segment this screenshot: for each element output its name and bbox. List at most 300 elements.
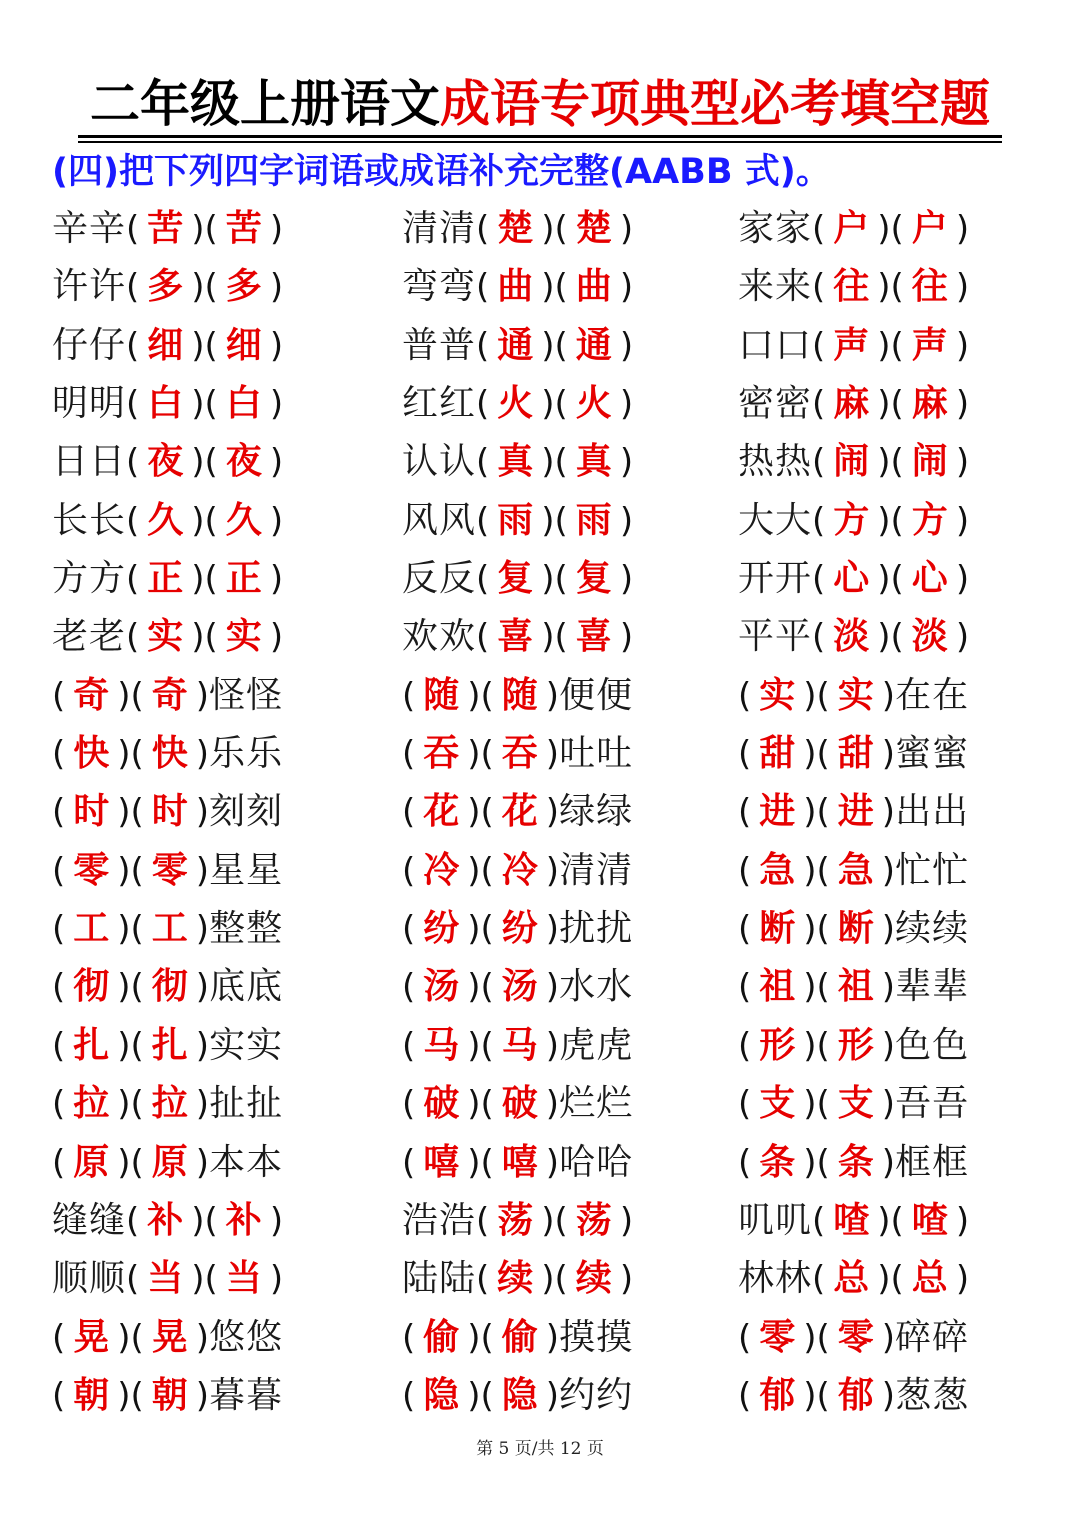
open-paren: ( (130, 850, 144, 891)
open-paren: ( (476, 325, 490, 366)
answer-char: 荡 (497, 1199, 534, 1241)
open-paren: ( (812, 1259, 826, 1300)
idiom-item (738, 1309, 969, 1367)
idiom-prefix: 陆陆 (402, 1258, 477, 1300)
idiom-item (402, 200, 633, 258)
idiom-item (402, 375, 633, 433)
close-paren: ) (619, 442, 634, 483)
page-title (78, 66, 1002, 142)
idiom-suffix: 水水 (559, 966, 634, 1008)
answer-char: 复 (497, 558, 534, 600)
open-paren: ( (812, 617, 826, 658)
answer-char: 曲 (575, 266, 612, 308)
answer-char: 随 (501, 674, 538, 716)
close-paren: ) (877, 1200, 891, 1241)
open-paren: ( (476, 1259, 490, 1300)
close-paren: ) (191, 617, 205, 658)
open-paren: ( (890, 209, 904, 249)
open-paren: ( (738, 909, 752, 950)
answer-char: 喳 (911, 1199, 948, 1241)
answer-char: 喜 (575, 616, 612, 658)
idiom-item (402, 317, 633, 375)
close-paren: ) (619, 384, 634, 425)
idiom-suffix: 扰扰 (559, 908, 634, 950)
answer-char: 零 (759, 1316, 796, 1358)
answer-char: 甜 (759, 733, 796, 775)
idiom-prefix: 辛辛 (52, 208, 127, 249)
idiom-item (52, 900, 283, 958)
close-paren: ) (541, 442, 555, 483)
answer-char: 白 (225, 383, 262, 425)
idiom-suffix: 蜜蜜 (895, 733, 970, 775)
answer-char: 楚 (575, 208, 612, 249)
open-paren: ( (554, 384, 568, 425)
page-title-black: 二年级上册语文 (90, 75, 440, 133)
answer-char: 喜 (497, 616, 534, 658)
idiom-prefix: 长长 (52, 499, 127, 541)
open-paren: ( (204, 267, 218, 308)
answer-char: 雨 (497, 499, 534, 541)
close-paren: ) (191, 500, 205, 541)
idiom-prefix: 日日 (52, 441, 127, 483)
close-paren: ) (269, 325, 284, 366)
close-paren: ) (269, 1259, 284, 1300)
close-paren: ) (881, 967, 896, 1008)
idiom-prefix: 清清 (402, 208, 477, 249)
idiom-prefix: 家家 (738, 208, 813, 249)
open-paren: ( (204, 384, 218, 425)
open-paren: ( (130, 1142, 144, 1183)
idiom-item (738, 958, 969, 1016)
answer-char: 破 (423, 1083, 460, 1125)
idiom-prefix: 老老 (52, 616, 127, 658)
idiom-item (52, 842, 283, 900)
idiom-suffix: 辈辈 (895, 966, 970, 1008)
open-paren: ( (130, 792, 144, 833)
idiom-prefix: 来来 (738, 266, 813, 308)
answer-char: 甜 (837, 733, 874, 775)
answer-char: 火 (497, 383, 534, 425)
close-paren: ) (545, 1375, 560, 1416)
answer-char: 总 (911, 1258, 948, 1300)
open-paren: ( (402, 1375, 416, 1416)
open-paren: ( (52, 967, 66, 1008)
open-paren: ( (476, 617, 490, 658)
close-paren: ) (195, 792, 210, 833)
answer-char: 正 (147, 558, 184, 600)
idiom-prefix: 缝缝 (52, 1199, 127, 1241)
answer-char: 形 (759, 1024, 796, 1066)
open-paren: ( (476, 442, 490, 483)
answer-char: 户 (833, 208, 870, 249)
idiom-item (738, 842, 969, 900)
idiom-item (52, 1309, 283, 1367)
open-paren: ( (126, 325, 140, 366)
answer-char: 吞 (423, 733, 460, 775)
open-paren: ( (204, 559, 218, 600)
open-paren: ( (812, 1200, 826, 1241)
exercise-row (50, 725, 1040, 783)
answer-char: 破 (501, 1083, 538, 1125)
idiom-suffix: 星星 (209, 849, 284, 891)
exercise-row (50, 375, 1040, 433)
answer-char: 复 (575, 558, 612, 600)
answer-char: 奇 (73, 674, 110, 716)
idiom-suffix: 本本 (209, 1141, 284, 1183)
idiom-item (402, 725, 633, 783)
open-paren: ( (126, 442, 140, 483)
idiom-item (52, 667, 283, 725)
close-paren: ) (619, 1200, 634, 1241)
exercise-row (50, 900, 1040, 958)
open-paren: ( (480, 1084, 494, 1125)
open-paren: ( (890, 1200, 904, 1241)
idiom-suffix: 扯扯 (209, 1083, 284, 1125)
answer-char: 汤 (423, 966, 460, 1008)
idiom-item (738, 783, 969, 841)
answer-char: 曲 (497, 266, 534, 308)
idiom-item (402, 550, 633, 608)
close-paren: ) (195, 967, 210, 1008)
close-paren: ) (545, 792, 560, 833)
exercise-row (50, 958, 1040, 1016)
answer-char: 偷 (423, 1316, 460, 1358)
answer-char: 麻 (833, 383, 870, 425)
close-paren: ) (541, 1259, 555, 1300)
answer-char: 进 (837, 791, 874, 833)
idiom-item (402, 1309, 633, 1367)
close-paren: ) (877, 1259, 891, 1300)
idiom-suffix: 实实 (209, 1024, 284, 1066)
answer-char: 苦 (225, 208, 262, 249)
open-paren: ( (738, 1375, 752, 1416)
answer-char: 喳 (833, 1199, 870, 1241)
close-paren: ) (803, 792, 817, 833)
page-number: 第 5 页/共 12 页 (476, 1439, 604, 1459)
close-paren: ) (117, 1317, 131, 1358)
close-paren: ) (803, 1375, 817, 1416)
open-paren: ( (130, 967, 144, 1008)
close-paren: ) (541, 384, 555, 425)
idiom-suffix: 葱葱 (895, 1374, 970, 1416)
idiom-item (52, 1192, 283, 1250)
idiom-item (402, 1134, 633, 1192)
open-paren: ( (816, 1142, 830, 1183)
open-paren: ( (554, 267, 568, 308)
idiom-suffix: 吾吾 (895, 1083, 970, 1125)
close-paren: ) (545, 967, 560, 1008)
page-title-red: 成语专项典型必考填空题 (440, 75, 990, 133)
answer-char: 纷 (423, 908, 460, 950)
open-paren: ( (52, 792, 66, 833)
open-paren: ( (812, 267, 826, 308)
idiom-item (52, 258, 283, 316)
exercise-row (50, 1367, 1040, 1425)
answer-char: 心 (911, 558, 948, 600)
answer-char: 实 (147, 616, 184, 658)
open-paren: ( (738, 967, 752, 1008)
open-paren: ( (890, 617, 904, 658)
answer-char: 当 (225, 1258, 262, 1300)
close-paren: ) (881, 1084, 896, 1125)
close-paren: ) (541, 267, 555, 308)
idiom-item (402, 783, 633, 841)
answer-char: 火 (575, 383, 612, 425)
open-paren: ( (816, 734, 830, 775)
close-paren: ) (803, 967, 817, 1008)
close-paren: ) (467, 1142, 481, 1183)
idiom-suffix: 悠悠 (209, 1316, 284, 1358)
close-paren: ) (269, 500, 284, 541)
open-paren: ( (812, 209, 826, 249)
close-paren: ) (877, 384, 891, 425)
exercise-row (50, 1309, 1040, 1367)
answer-char: 续 (497, 1258, 534, 1300)
close-paren: ) (467, 967, 481, 1008)
idiom-prefix: 叽叽 (738, 1199, 813, 1241)
close-paren: ) (191, 267, 205, 308)
answer-char: 祖 (837, 966, 874, 1008)
close-paren: ) (881, 1317, 896, 1358)
open-paren: ( (130, 909, 144, 950)
answer-char: 嘻 (501, 1141, 538, 1183)
open-paren: ( (554, 559, 568, 600)
open-paren: ( (816, 967, 830, 1008)
answer-char: 久 (225, 499, 262, 541)
open-paren: ( (126, 1259, 140, 1300)
close-paren: ) (541, 559, 555, 600)
idiom-suffix: 吐吐 (559, 733, 634, 775)
answer-char: 断 (837, 908, 874, 950)
close-paren: ) (195, 1375, 210, 1416)
close-paren: ) (269, 442, 284, 483)
close-paren: ) (195, 1317, 210, 1358)
answer-char: 户 (911, 208, 948, 249)
idiom-suffix: 出出 (895, 791, 970, 833)
open-paren: ( (402, 1084, 416, 1125)
close-paren: ) (545, 850, 560, 891)
idiom-item (738, 1134, 969, 1192)
open-paren: ( (738, 1142, 752, 1183)
answer-char: 随 (423, 674, 460, 716)
close-paren: ) (881, 909, 896, 950)
answer-char: 工 (151, 908, 188, 950)
answer-char: 正 (225, 558, 262, 600)
idiom-item (738, 317, 969, 375)
answer-char: 彻 (73, 966, 110, 1008)
answer-char: 实 (759, 674, 796, 716)
answer-char: 工 (73, 908, 110, 950)
open-paren: ( (738, 792, 752, 833)
open-paren: ( (812, 559, 826, 600)
close-paren: ) (619, 500, 634, 541)
idiom-suffix: 刻刻 (209, 791, 284, 833)
open-paren: ( (480, 675, 494, 716)
answer-char: 快 (151, 733, 188, 775)
answer-char: 形 (837, 1024, 874, 1066)
answer-char: 楚 (497, 208, 534, 249)
idiom-suffix: 在在 (895, 674, 970, 716)
open-paren: ( (204, 500, 218, 541)
close-paren: ) (467, 792, 481, 833)
idiom-item (738, 550, 969, 608)
answer-char: 急 (759, 849, 796, 891)
open-paren: ( (480, 1375, 494, 1416)
idiom-item (402, 492, 633, 550)
idiom-item (402, 1075, 633, 1133)
idiom-item (52, 1075, 283, 1133)
idiom-item (402, 1367, 633, 1425)
close-paren: ) (117, 1025, 131, 1066)
close-paren: ) (541, 325, 555, 366)
close-paren: ) (803, 850, 817, 891)
close-paren: ) (803, 1317, 817, 1358)
close-paren: ) (881, 850, 896, 891)
idiom-item (402, 900, 633, 958)
close-paren: ) (269, 1200, 284, 1241)
answer-char: 多 (147, 266, 184, 308)
close-paren: ) (195, 675, 210, 716)
idiom-prefix: 顺顺 (52, 1258, 127, 1300)
open-paren: ( (554, 325, 568, 366)
close-paren: ) (195, 1025, 210, 1066)
open-paren: ( (402, 1142, 416, 1183)
exercise-row (50, 783, 1040, 841)
close-paren: ) (545, 1317, 560, 1358)
open-paren: ( (738, 1084, 752, 1125)
open-paren: ( (126, 1200, 140, 1241)
close-paren: ) (955, 1259, 970, 1300)
close-paren: ) (467, 1084, 481, 1125)
close-paren: ) (269, 267, 284, 308)
open-paren: ( (52, 1142, 66, 1183)
idiom-prefix: 反反 (402, 558, 477, 600)
close-paren: ) (877, 617, 891, 658)
open-paren: ( (812, 500, 826, 541)
answer-char: 多 (225, 266, 262, 308)
answer-char: 实 (225, 616, 262, 658)
open-paren: ( (204, 209, 218, 249)
answer-char: 支 (837, 1083, 874, 1125)
open-paren: ( (52, 1317, 66, 1358)
close-paren: ) (545, 675, 560, 716)
answer-char: 方 (833, 499, 870, 541)
open-paren: ( (816, 1084, 830, 1125)
answer-char: 马 (423, 1024, 460, 1066)
answer-char: 偷 (501, 1316, 538, 1358)
open-paren: ( (480, 967, 494, 1008)
close-paren: ) (955, 267, 970, 308)
close-paren: ) (117, 1084, 131, 1125)
close-paren: ) (881, 675, 896, 716)
answer-char: 冷 (423, 849, 460, 891)
close-paren: ) (541, 617, 555, 658)
answer-char: 条 (759, 1141, 796, 1183)
answer-char: 方 (911, 499, 948, 541)
answer-char: 真 (497, 441, 534, 483)
answer-char: 原 (73, 1141, 110, 1183)
open-paren: ( (480, 1025, 494, 1066)
close-paren: ) (955, 1200, 970, 1241)
answer-char: 条 (837, 1141, 874, 1183)
open-paren: ( (52, 675, 66, 716)
answer-char: 往 (911, 266, 948, 308)
close-paren: ) (117, 850, 131, 891)
close-paren: ) (877, 209, 891, 249)
idiom-suffix: 哈哈 (559, 1141, 634, 1183)
idiom-suffix: 色色 (895, 1024, 970, 1066)
close-paren: ) (881, 734, 896, 775)
close-paren: ) (117, 1142, 131, 1183)
open-paren: ( (476, 209, 490, 249)
open-paren: ( (130, 1025, 144, 1066)
answer-char: 马 (501, 1024, 538, 1066)
close-paren: ) (467, 675, 481, 716)
answer-char: 声 (833, 324, 870, 366)
idiom-suffix: 绿绿 (559, 791, 634, 833)
open-paren: ( (738, 734, 752, 775)
idiom-suffix: 烂烂 (559, 1083, 634, 1125)
open-paren: ( (816, 909, 830, 950)
answer-char: 总 (833, 1258, 870, 1300)
idiom-item (738, 1250, 969, 1308)
answer-char: 祖 (759, 966, 796, 1008)
open-paren: ( (812, 442, 826, 483)
answer-char: 扎 (73, 1024, 110, 1066)
open-paren: ( (126, 209, 140, 249)
open-paren: ( (890, 442, 904, 483)
close-paren: ) (117, 675, 131, 716)
close-paren: ) (881, 1142, 896, 1183)
answer-char: 扎 (151, 1024, 188, 1066)
close-paren: ) (467, 909, 481, 950)
open-paren: ( (812, 384, 826, 425)
open-paren: ( (52, 850, 66, 891)
answer-char: 夜 (147, 441, 184, 483)
open-paren: ( (816, 792, 830, 833)
answer-char: 晃 (73, 1316, 110, 1358)
answer-char: 通 (575, 324, 612, 366)
idiom-prefix: 明明 (52, 383, 127, 425)
answer-char: 往 (833, 266, 870, 308)
idiom-prefix: 普普 (402, 324, 477, 366)
idiom-suffix: 乐乐 (209, 733, 284, 775)
idiom-suffix: 虎虎 (559, 1024, 634, 1066)
idiom-prefix: 认认 (402, 441, 477, 483)
idiom-item (402, 1192, 633, 1250)
answer-char: 补 (147, 1199, 184, 1241)
answer-char: 花 (423, 791, 460, 833)
close-paren: ) (191, 325, 205, 366)
idiom-suffix: 整整 (209, 908, 284, 950)
idiom-item (52, 1017, 283, 1075)
close-paren: ) (117, 734, 131, 775)
idiom-item (52, 317, 283, 375)
close-paren: ) (541, 209, 555, 249)
open-paren: ( (126, 500, 140, 541)
open-paren: ( (890, 1259, 904, 1300)
answer-char: 当 (147, 1258, 184, 1300)
idiom-prefix: 许许 (52, 266, 127, 308)
open-paren: ( (738, 850, 752, 891)
open-paren: ( (476, 1200, 490, 1241)
answer-char: 闹 (833, 441, 870, 483)
close-paren: ) (191, 1200, 205, 1241)
idiom-item (52, 550, 283, 608)
answer-char: 补 (225, 1199, 262, 1241)
close-paren: ) (269, 559, 284, 600)
exercise-row (50, 667, 1040, 725)
